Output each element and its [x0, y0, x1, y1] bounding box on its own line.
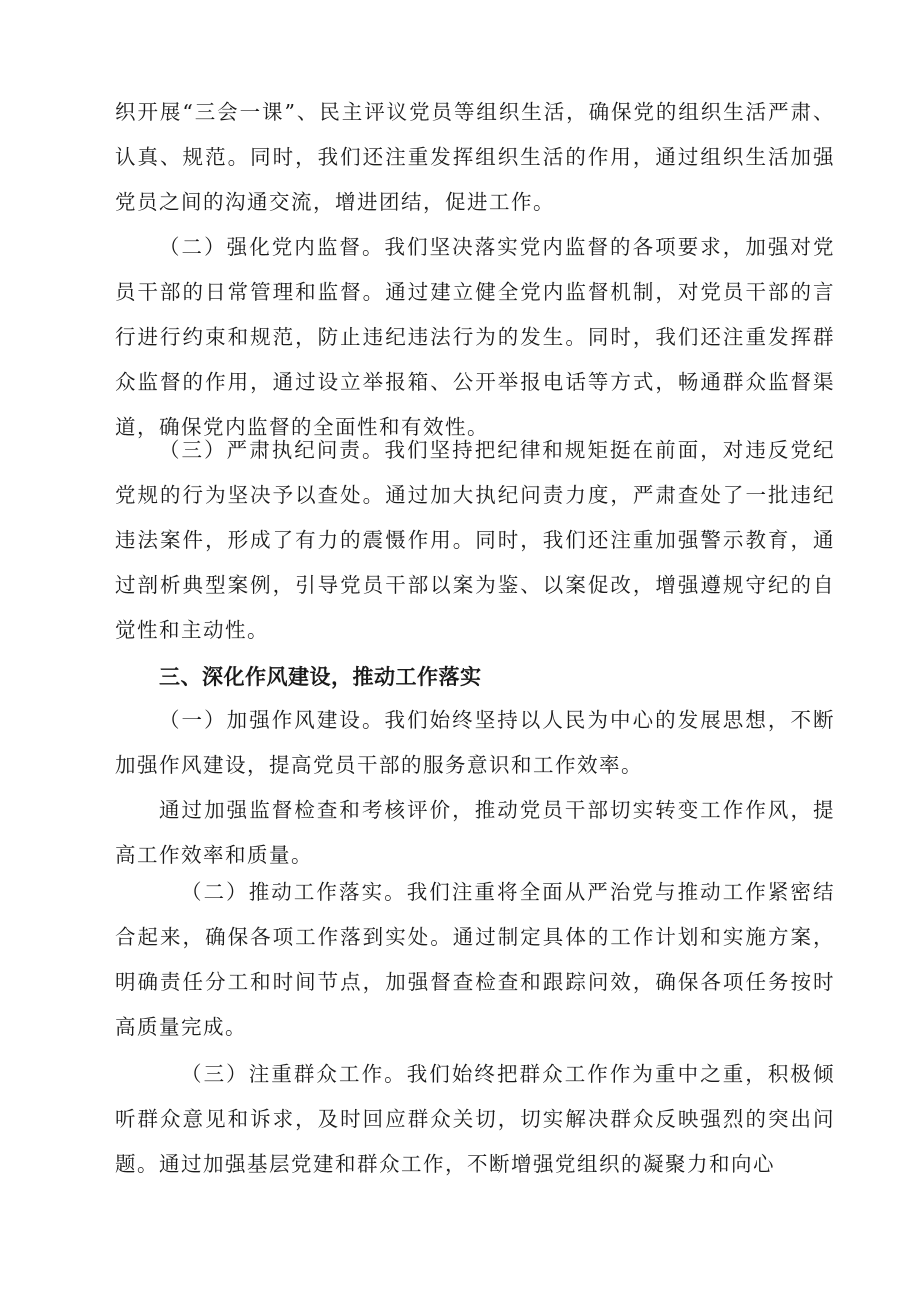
- paragraph-discipline-accountability: [115, 428, 835, 653]
- paragraph-promote-implementation: [115, 870, 835, 1050]
- section-heading-text: 三、深化作风建设，推动工作落实: [159, 665, 482, 689]
- paragraph-strengthen-supervision: [115, 225, 835, 450]
- paragraph-supervision-evaluation: [115, 788, 835, 878]
- paragraph-text: （二）推动工作落实。我们注重将全面从严治党与推动工作紧密结合起来，确保各项工作落到实处。通过制定具体的工作计划和实施方案，明确责任分工和时间节点，加强督查检查和跟踪问效，确保各项任务按时高质量完成。: [115, 880, 835, 1039]
- paragraph-mass-work: [115, 1052, 835, 1187]
- paragraph-text: （三）注重群众工作。我们始终把群众工作作为重中之重，积极倾听群众意见和诉求，及时回应群众关切，切实解决群众反映强烈的突出问题。通过加强基层党建和群众工作，不断增强党组织的凝聚力和向心: [115, 1062, 835, 1176]
- paragraph-text: 织开展“三会一课”、民主评议党员等组织生活，确保党的组织生活严肃、认真、规范。同时，我们还注重发挥组织生活的作用，通过组织生活加强党员之间的沟通交流，增进团结，促进工作。: [115, 100, 835, 214]
- paragraph-text: （三）严肃执纪问责。我们坚持把纪律和规矩挺在前面，对违反党纪党规的行为坚决予以查处。通过加大执纪问责力度，严肃查处了一批违纪违法案件，形成了有力的震慑作用。同时，我们还注重加强警示教育，通过剖析典型案例，引导党员干部以案为鉴、以案促改，增强遵规守纪的自觉性和主动性。: [115, 438, 835, 642]
- paragraph-work-style: [115, 698, 835, 788]
- paragraph-text: （一）加强作风建设。我们始终坚持以人民为中心的发展思想，不断加强作风建设，提高党员干部的服务意识和工作效率。: [115, 708, 835, 777]
- paragraph-continuation: [115, 90, 835, 225]
- paragraph-text: 通过加强监督检查和考核评价，推动党员干部切实转变工作作风，提高工作效率和质量。: [115, 798, 835, 867]
- paragraph-text: （二）强化党内监督。我们坚决落实党内监督的各项要求，加强对党员干部的日常管理和监督。通过建立健全党内监督机制，对党员干部的言行进行约束和规范，防止违纪违法行为的发生。同时，我们还注重发挥群众监督的作用，通过设立举报箱、公开举报电话等方式，畅通群众监督渠道，确保党内监督的全面性和有效性。: [115, 235, 835, 439]
- section-heading: [115, 655, 835, 700]
